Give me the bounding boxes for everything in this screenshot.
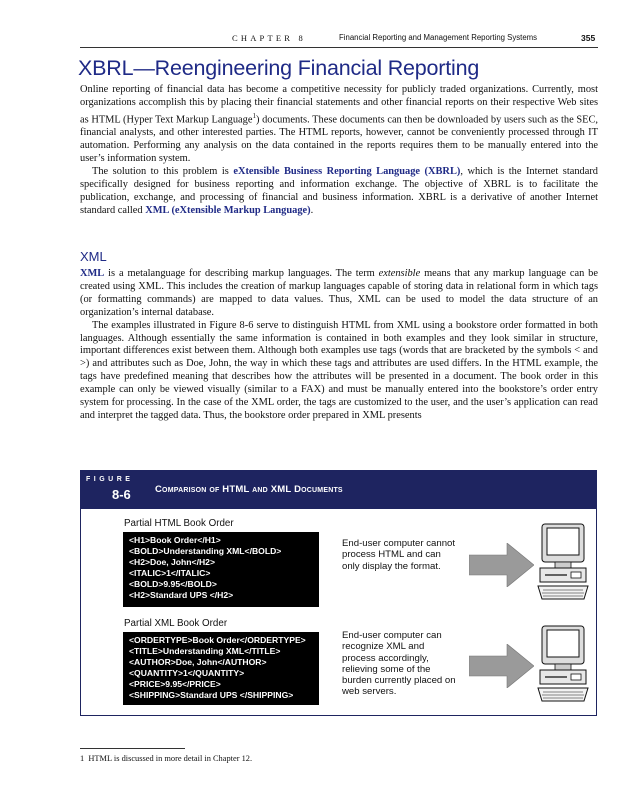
code-line: <AUTHOR>Doe, John</AUTHOR>: [129, 657, 267, 667]
figure-title: Comparison of HTML and XML Documents: [155, 484, 343, 495]
xml-text: [80, 268, 598, 423]
term-xbrl: eXtensible Business Reporting Language (XBRL): [233, 165, 461, 177]
running-header: [0, 33, 639, 47]
page-number: 355: [581, 33, 596, 43]
figure-label: FIGURE: [86, 476, 134, 483]
code-line: <BOLD>Understanding XML</BOLD>: [129, 546, 282, 556]
section-title: XBRL—Reengineering Financial Reporting: [78, 56, 480, 80]
code-line: <H1>Book Order</H1>: [129, 535, 221, 545]
footnote-text: HTML is discussed in more detail in Chapter 12.: [88, 754, 253, 763]
computer-icon: [537, 523, 589, 601]
xml-paragraph-1: XML is a metalanguage for describing markup languages. The term extensible means that any markup language can be created using XML. This includes the creation of markup languages capable of storing data in relational form in which tags (or formatting commands) are mapped to data values. Thus, XML can be used to model the data structure of an organization’s internal database.: [80, 268, 598, 318]
running-title: Financial Reporting and Management Reporting Systems: [339, 33, 538, 42]
code-line: <H2>Doe, John</H2>: [129, 557, 215, 567]
code-line: <SHIPPING>Standard UPS </SHIPPING>: [129, 690, 294, 700]
header-rule: [80, 47, 598, 48]
footnote-number: 1: [80, 754, 85, 763]
xml-paragraph-2: The examples illustrated in Figure 8-6 serve to distinguish HTML from XML using a bookstore order formatted in both languages. Although essentially the same information is contained in both examples and they look similar in structure, important differences exist between them. Although both examples use tags (words that are bracketed by the symbols < and >) and attributes such as Doe, John, the way in which these tags and attributes are used differs. In the HTML example, the tags have predefined meaning that describes how the attributes will be presented in a document. The book order in this example can only be viewed visually (similar to a FAX) and must be manually entered into the bookstore’s order entry system for processing. In the case of the XML order, the tags are customized to the user, and the user’s application can read and interpret the tagged data. Thus, the bookstore order prepared in XML presents: [80, 319, 598, 421]
code-line: <BOLD>9.95</BOLD>: [129, 579, 217, 589]
footnote-ref: 1: [252, 111, 256, 120]
xml-order-heading: Partial XML Book Order: [124, 618, 228, 629]
intro-paragraph-1: Online reporting of financial data has become a competitive necessity for publicly traded organizations. Currently, most organizations accomplish this by placing their financial statements and other financial reports on their respective Web sites as HTML (Hyper Text Markup Language$^1$) documents. These documents can then be downloaded by users such as the SEC, financial analysts, and other interested parties. The HTML reports, however, cannot be conveniently processed through IT automation. Performing any analysis on the data contained in the reports requires them to be manually entered into the user’s information system.: [80, 84, 599, 164]
intro-paragraph-2: The solution to this problem is eXtensible Business Reporting Language (XBRL), which is the Internet standard specifically designed for business reporting and information exchange. The objective of XBRL is to facilitate the publication, exchange, and processing of financial and business information. XBRL is a derivative of another Internet standard called XML (eXtensible Markup Language).: [80, 165, 598, 216]
xml-description: End-user computer can recognize XML and process accordingly, relieving some of the burden currently placed on web servers.: [342, 630, 456, 698]
code-line: <ITALIC>1</ITALIC>: [129, 568, 211, 578]
term-xml-inline: XML: [80, 268, 105, 279]
chapter-label: CHAPTER 8: [232, 33, 306, 43]
term-xml: XML (eXtensible Markup Language): [145, 204, 311, 216]
xml-heading: XML: [80, 249, 107, 264]
code-line: <QUANTITY>1</QUANTITY>: [129, 668, 245, 678]
html-description: End-user computer cannot process HTML and can only display the format.: [342, 538, 456, 572]
figure-number: 8-6: [112, 487, 131, 502]
figure-header-band: [81, 471, 596, 509]
footnote: [80, 754, 252, 763]
arrow-right-icon: [469, 644, 534, 688]
code-line: <TITLE>Understanding XML</TITLE>: [129, 646, 281, 656]
figure-8-6: [80, 470, 597, 716]
intro-text: [80, 84, 598, 218]
computer-icon: [537, 625, 589, 703]
html-code-block: [123, 532, 319, 607]
code-line: <ORDERTYPE>Book Order</ORDERTYPE>: [129, 635, 306, 645]
xml-code-block: [123, 632, 319, 705]
code-line: <PRICE>9.95</PRICE>: [129, 679, 221, 689]
code-line: <H2>Standard UPS </H2>: [129, 590, 234, 600]
footnote-rule: [80, 748, 185, 749]
html-order-heading: Partial HTML Book Order: [124, 518, 234, 529]
arrow-right-icon: [469, 543, 534, 587]
